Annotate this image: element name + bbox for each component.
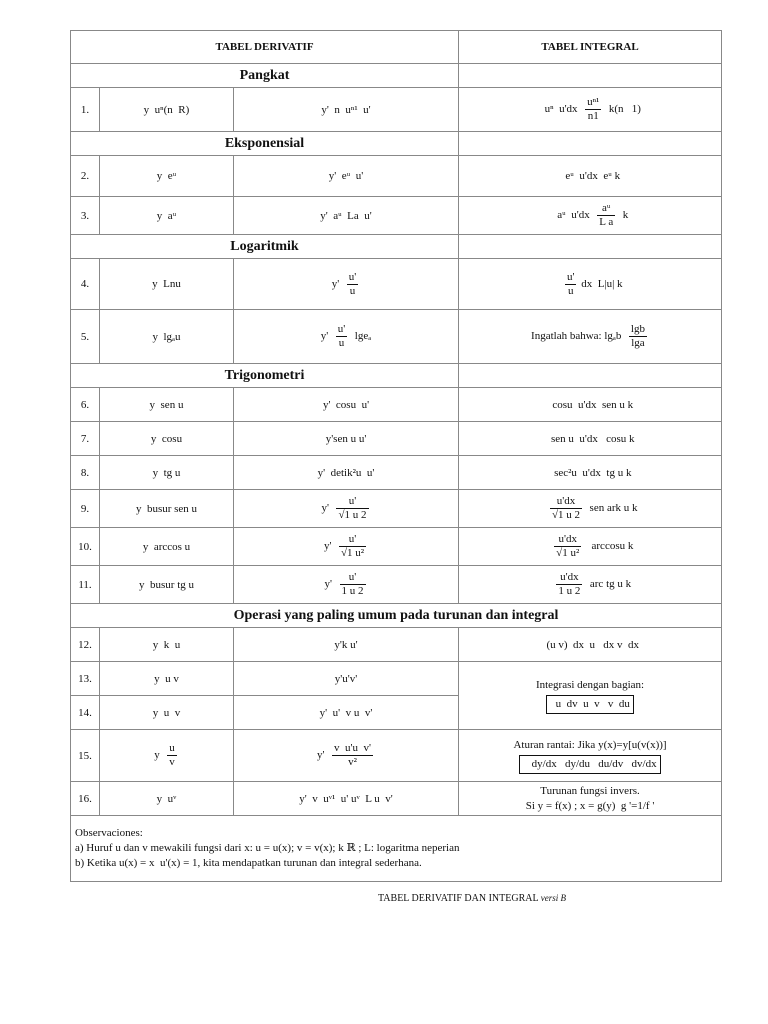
- chain-rule-label: Aturan rantai: Jika y(x)=y[u(v(x))]: [513, 738, 667, 751]
- function-cell: y Lnu: [100, 259, 234, 310]
- integral-cell: cosu u'dx sen u k: [459, 388, 722, 422]
- derivative-cell: y' eᵘ u': [234, 156, 459, 197]
- function-cell: y tg u: [100, 456, 234, 490]
- section-row: [71, 64, 722, 88]
- table-row: [71, 730, 722, 782]
- derivative-cell: y' $\frac{u'}{\text{√1 u²}}$: [234, 528, 459, 566]
- observations-row: [71, 816, 722, 882]
- derivative-cell: y' $\frac{u'}{√1 u 2}$: [234, 490, 459, 528]
- function-cell: y u v: [100, 696, 234, 730]
- row-number: 14.: [71, 696, 100, 730]
- row-number: 7.: [71, 422, 100, 456]
- derivative-cell: y' $\frac{u'}{u}$ lgeₐ: [234, 310, 459, 364]
- integral-cell: aᵘ u'dx $\frac{\text{aᵘ}}{\text{L a}}$ k: [459, 197, 722, 235]
- function-cell: y busur sen u: [100, 490, 234, 528]
- integral-cell: Ingatlah bahwa: lgₐb $\frac{\lg b}{\lg a}$: [459, 310, 722, 364]
- section-title-logaritmik: Logaritmik: [71, 235, 459, 259]
- chain-rule-formula: dy/dx dy/du du/dv dv/dx: [519, 755, 660, 774]
- table-row: [71, 456, 722, 490]
- integral-cell: $\frac{u'}{u}$ dx L|u| k: [459, 259, 722, 310]
- table-row: [71, 156, 722, 197]
- section-row: [71, 604, 722, 628]
- footer-title: TABEL DERIVATIF DAN INTEGRAL: [378, 893, 539, 904]
- function-cell: y eᵘ: [100, 156, 234, 197]
- section-title-operasi: Operasi yang paling umum pada turunan dan integral: [71, 604, 722, 628]
- row-number: 5.: [71, 310, 100, 364]
- table-row: [71, 197, 722, 235]
- section-title-trigonometri: Trigonometri: [71, 364, 459, 388]
- section-title-eksponensial: Eksponensial: [71, 132, 459, 156]
- derivative-cell: y' u' v u v': [234, 696, 459, 730]
- derivative-cell: y'sen u u': [234, 422, 459, 456]
- row-number: 16.: [71, 782, 100, 816]
- table-row: [71, 88, 722, 132]
- footer-version: versi B: [540, 893, 566, 903]
- section-title-pangkat: Pangkat: [71, 64, 459, 88]
- function-cell: y k u: [100, 628, 234, 662]
- observation-a: a) Huruf u dan v mewakili fungsi dari x: u = u(x); v = v(x); k ℝ ; L: logaritma neperian: [75, 842, 460, 854]
- derivative-cell: y'k u': [234, 628, 459, 662]
- function-cell: y arccos u: [100, 528, 234, 566]
- function-cell: y sen u: [100, 388, 234, 422]
- table-row: [71, 422, 722, 456]
- section-row: [71, 132, 722, 156]
- function-cell: y aᵘ: [100, 197, 234, 235]
- row-number: 15.: [71, 730, 100, 782]
- row-number: 6.: [71, 388, 100, 422]
- function-cell: y uᵛ: [100, 782, 234, 816]
- row-number: 12.: [71, 628, 100, 662]
- footer: [378, 893, 566, 904]
- row-number: 11.: [71, 566, 100, 604]
- observation-b: b) Ketika u(x) = x u'(x) = 1, kita mendapatkan turunan dan integral sederhana.: [75, 857, 422, 869]
- derivative-header: TABEL DERIVATIF: [71, 31, 459, 64]
- integral-cell: eᵘ u'dx eᵘ k: [459, 156, 722, 197]
- integral-cell: sen u u'dx cosu k: [459, 422, 722, 456]
- table-row: [71, 388, 722, 422]
- table-row: [71, 662, 722, 696]
- integral-header: TABEL INTEGRAL: [459, 31, 722, 64]
- inverse-function-formula: Si y = f(x) ; x = g(y) g '=1/f ': [525, 799, 655, 812]
- derivative-cell: y' v uᵛ¹ u' uᵛ L u v': [234, 782, 459, 816]
- function-cell: y uⁿ(n R): [100, 88, 234, 132]
- table-row: [71, 782, 722, 816]
- derivative-cell: y' $\frac{u'}{u}$: [234, 259, 459, 310]
- integral-cell: (u v) dx u dx v dx: [459, 628, 722, 662]
- derivative-cell: y' n uⁿ¹ u': [234, 88, 459, 132]
- derivative-cell: y' aᵘ La u': [234, 197, 459, 235]
- integration-by-parts-label: Integrasi dengan bagian:: [535, 678, 645, 691]
- observations-cell: [71, 816, 722, 882]
- table-header-row: [71, 31, 722, 64]
- integral-cell: $\frac{u'dx}{\text{√1 u²}}$ arccosu k: [459, 528, 722, 566]
- table-row: [71, 566, 722, 604]
- section-row: [71, 235, 722, 259]
- row-number: 1.: [71, 88, 100, 132]
- row-number: 3.: [71, 197, 100, 235]
- table-row: [71, 490, 722, 528]
- table-row: [71, 310, 722, 364]
- derivative-integral-table: [70, 30, 722, 882]
- derivative-cell: y' $\frac{u'}{1 u 2}$: [234, 566, 459, 604]
- chain-rule-cell: [459, 730, 722, 782]
- inverse-function-cell: [459, 782, 722, 816]
- function-cell: y u v: [100, 662, 234, 696]
- function-cell: y busur tg u: [100, 566, 234, 604]
- section-row: [71, 364, 722, 388]
- function-cell: y lgₐu: [100, 310, 234, 364]
- derivative-cell: y' cosu u': [234, 388, 459, 422]
- row-number: 2.: [71, 156, 100, 197]
- row-number: 13.: [71, 662, 100, 696]
- derivative-cell: y'u'v': [234, 662, 459, 696]
- integration-by-parts-cell: [459, 662, 722, 730]
- derivative-cell: y' $\frac{\text{v u'u v'}}{\text{v²}}$: [234, 730, 459, 782]
- integral-cell: uⁿ u'dx $\frac{\text{uⁿ¹}}{n1}$ k(n 1): [459, 88, 722, 132]
- row-number: 10.: [71, 528, 100, 566]
- table-row: [71, 628, 722, 662]
- integral-cell: $\frac{u'dx}{1 u 2}$ arc tg u k: [459, 566, 722, 604]
- row-number: 8.: [71, 456, 100, 490]
- row-number: 4.: [71, 259, 100, 310]
- observations-title: Observaciones:: [75, 827, 143, 839]
- function-cell: y $\frac{u}{v}$: [100, 730, 234, 782]
- table-row: [71, 528, 722, 566]
- table-row: [71, 259, 722, 310]
- integral-cell: $\frac{u'dx}{√1 u 2}$ sen ark u k: [459, 490, 722, 528]
- function-cell: y cosu: [100, 422, 234, 456]
- row-number: 9.: [71, 490, 100, 528]
- integral-cell: sec²u u'dx tg u k: [459, 456, 722, 490]
- integration-by-parts-formula: u dv u v v du: [546, 695, 634, 714]
- derivative-cell: y' detik²u u': [234, 456, 459, 490]
- inverse-function-label: Turunan fungsi invers.: [540, 784, 640, 797]
